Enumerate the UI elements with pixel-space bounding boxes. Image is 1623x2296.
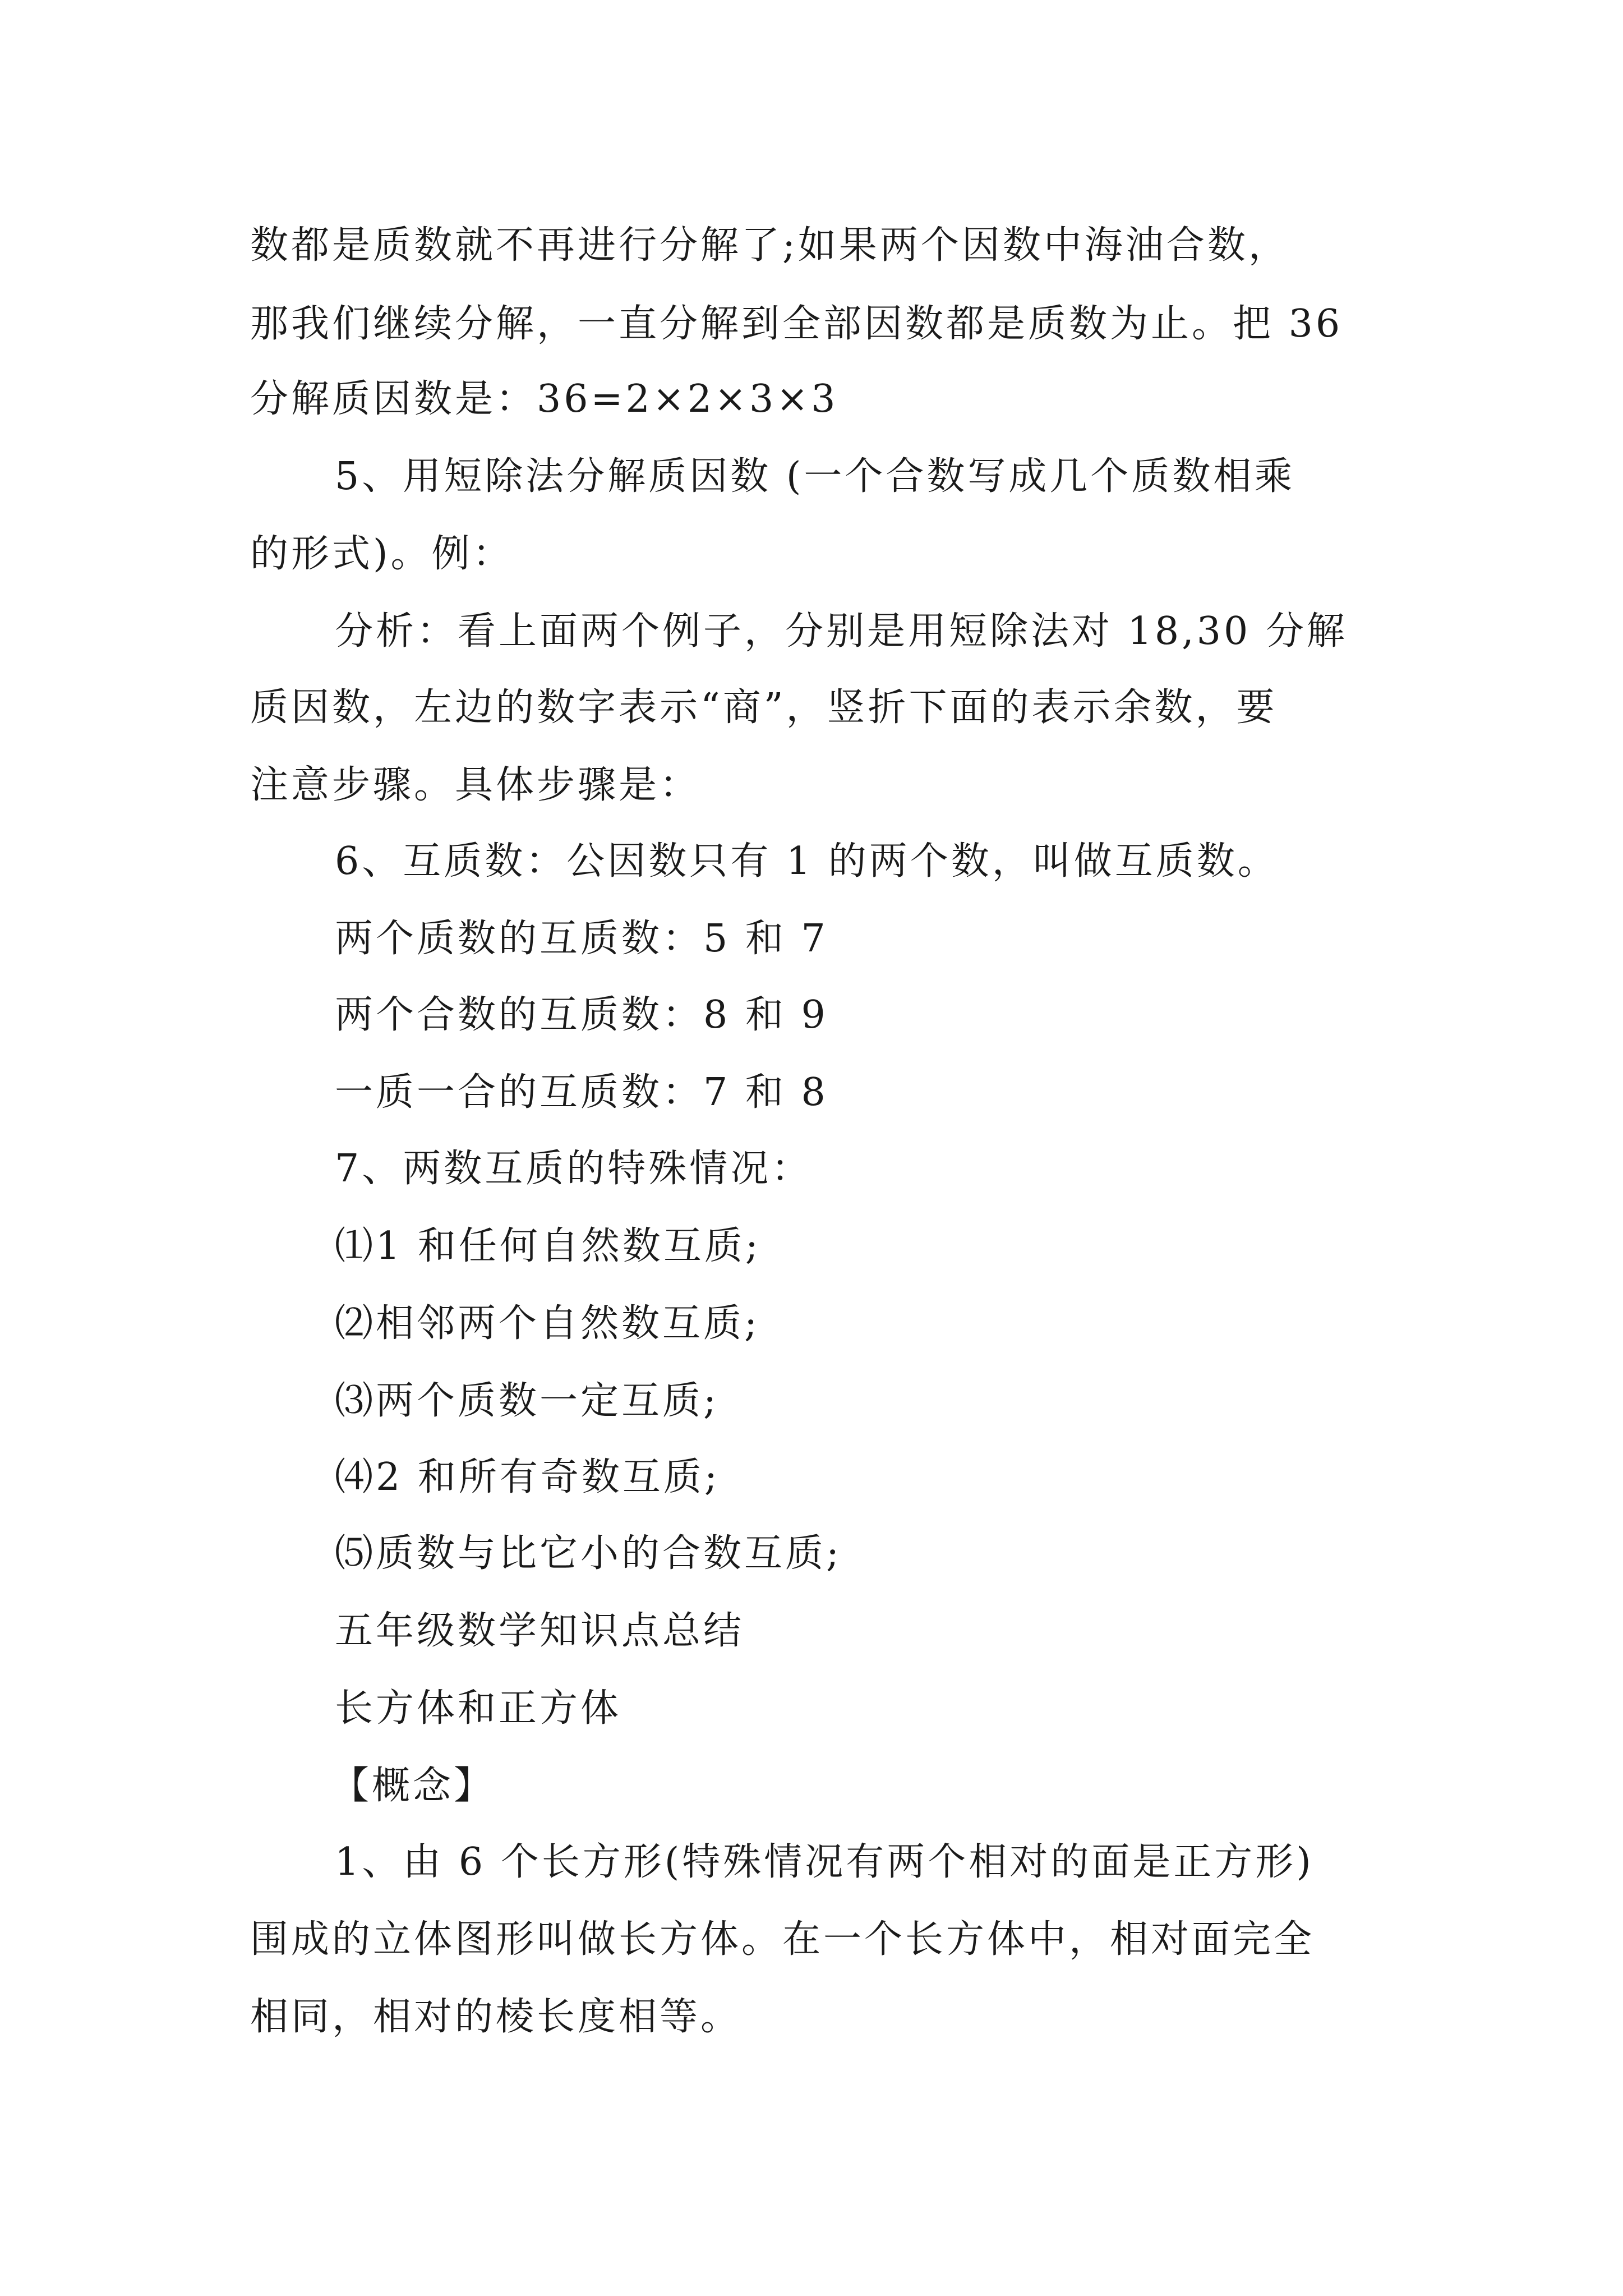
text-line-18: ⑸质数与比它小的合数互质; (335, 1531, 842, 1576)
text-line-16: ⑶两个质数一定互质; (335, 1379, 719, 1423)
text-line-10: 两个质数的互质数：5 和 7 (335, 917, 828, 961)
text-line-14: ⑴1 和任何自然数互质; (335, 1224, 761, 1268)
text-line-22: 1、由 6 个长方形(特殊情况有两个相对的面是正方形) (335, 1840, 1314, 1884)
text-line-9: 6、互质数：公因数只有 1 的两个数，叫做互质数。 (335, 839, 1279, 884)
text-line-4: 5、用短除法分解质因数 (一个合数写成几个质数相乘 (335, 454, 1295, 499)
subsection-heading: 长方体和正方体 (335, 1686, 622, 1731)
text-line-3: 分解质因数是：36=2×2×3×3 (250, 377, 838, 421)
text-line-23: 围成的立体图形叫做长方体。在一个长方体中，相对面完全 (250, 1917, 1315, 1962)
text-line-11: 两个合数的互质数：8 和 9 (335, 993, 828, 1037)
text-line-2: 那我们继续分解，一直分解到全部因数都是质数为止。把 36 (250, 302, 1343, 346)
text-line-5: 的形式)。例： (250, 532, 514, 576)
text-line-24: 相同，相对的棱长度相等。 (250, 1995, 742, 2039)
text-line-6: 分析：看上面两个例子，分别是用短除法对 18,30 分解 (335, 609, 1348, 654)
text-line-7: 质因数，左边的数字表示“商”，竖折下面的表示余数，要 (250, 685, 1278, 730)
text-line-1: 数都是质数就不再进行分解了;如果两个因数中海油合数， (250, 223, 1289, 268)
section-heading: 五年级数学知识点总结 (335, 1609, 745, 1653)
text-line-8: 注意步骤。具体步骤是： (250, 763, 701, 807)
text-line-12: 一质一合的互质数：7 和 8 (335, 1070, 828, 1115)
concept-label: 【概念】 (331, 1764, 495, 1808)
text-line-13: 7、两数互质的特殊情况： (335, 1147, 813, 1191)
text-line-17: ⑷2 和所有奇数互质; (335, 1455, 720, 1499)
text-line-15: ⑵相邻两个自然数互质; (335, 1301, 760, 1346)
